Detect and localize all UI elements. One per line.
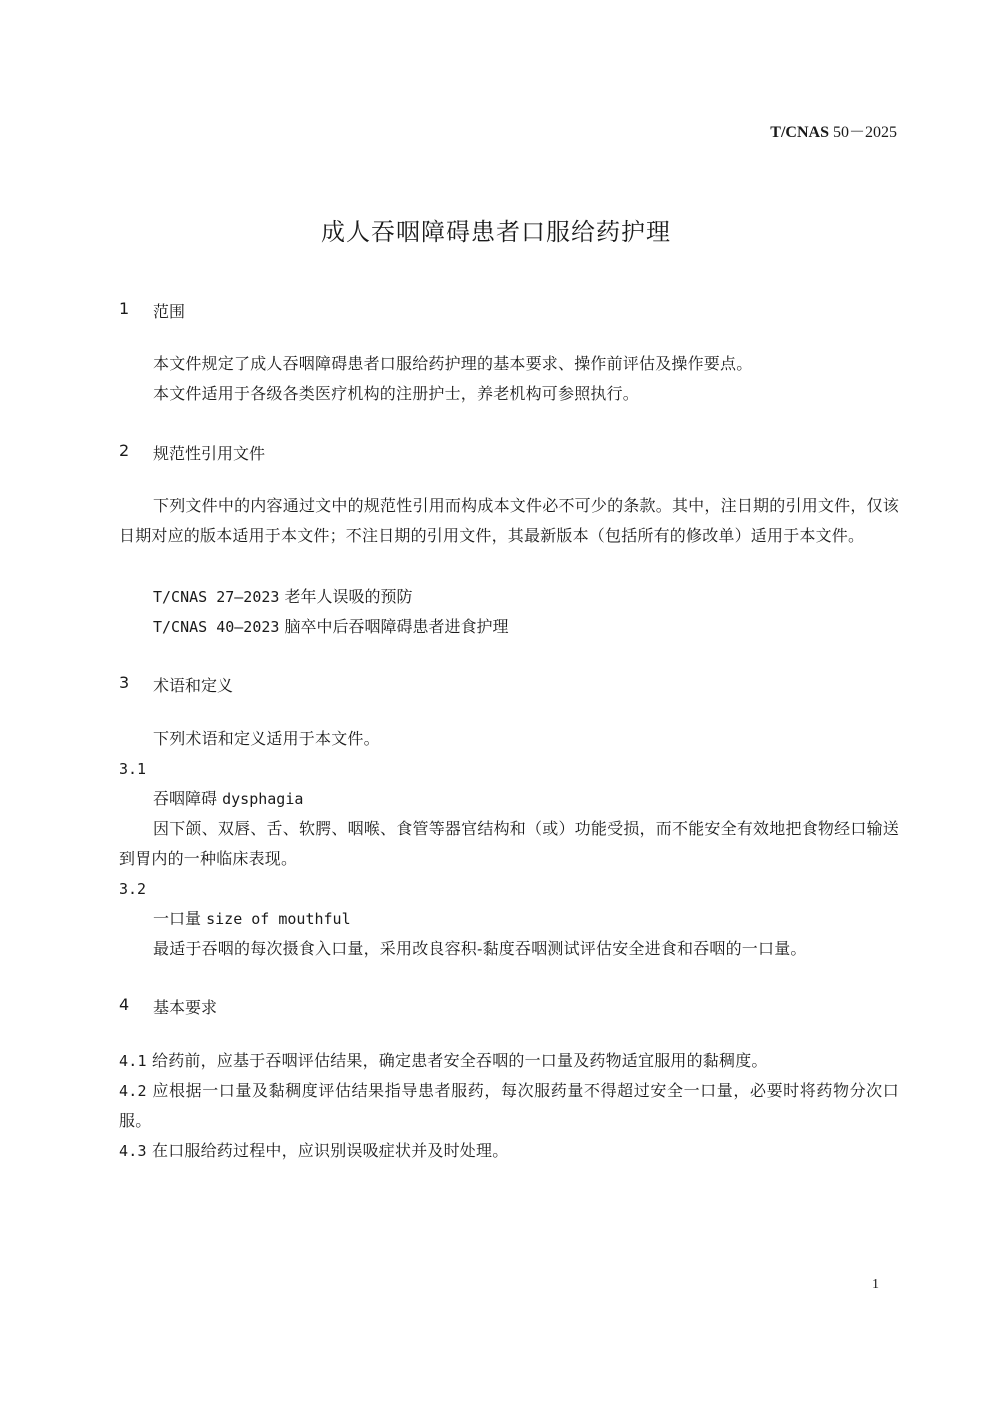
document-title: 成人吞咽障碍患者口服给药护理 [321,218,671,246]
item-text: 应根据一口量及黏稠度评估结果指导患者服药，每次服药量不得超过安全一口量，必要时将药物分次口服。 [119,1081,899,1130]
term-definition: 因下颌、双唇、舌、软腭、咽喉、食管等器官结构和（或）功能受损，而不能安全有效地把食物经口输送到胃内的一种临床表现。 [119,819,899,868]
normative-reference-1 [153,582,413,612]
term-heading [153,784,303,814]
term-zh: 吞咽障碍 [153,789,218,808]
term-zh: 一口量 [153,909,202,928]
section-label: 基本要求 [153,998,218,1017]
normative-reference-2 [153,612,509,642]
standard-year: 50－2025 [832,124,897,141]
term-heading [153,904,351,934]
item-number: 4.2 [119,1082,147,1100]
section-number: 4 [119,995,130,1014]
section-label: 规范性引用文件 [153,444,266,463]
term-en: dysphagia [222,790,304,808]
section-3-paragraph-1: 下列术语和定义适用于本文件。 [153,729,380,748]
standard-code: T/CNAS [770,124,829,141]
reference-name: 老年人误吸的预防 [284,587,413,606]
section-4-heading [119,995,519,1017]
section-label: 术语和定义 [153,676,234,695]
item-number: 4.1 [119,1052,147,1070]
term-number: 3.1 [119,760,147,778]
section-3-heading [119,673,519,695]
section-1-heading [119,299,519,321]
reference-name: 脑卒中后吞咽障碍患者进食护理 [284,617,509,636]
section-1-paragraph-1: 本文件规定了成人吞咽障碍患者口服给药护理的基本要求、操作前评估及操作要点。 [153,354,753,373]
section-2-heading [119,441,519,463]
section-label: 范围 [153,302,186,321]
requirement-item [119,1136,899,1166]
requirement-item [119,1046,899,1076]
item-text: 给药前，应基于吞咽评估结果，确定患者安全吞咽的一口量及药物适宜服用的黏稠度。 [152,1051,768,1070]
reference-code: T/CNAS 27—2023 [153,588,280,606]
standard-number [770,119,897,142]
requirement-item [119,1076,899,1136]
term-en: size of mouthful [206,910,351,928]
term-definition: 最适于吞咽的每次摄食入口量，采用改良容积-黏度吞咽测试评估安全进食和吞咽的一口量。 [153,939,807,958]
section-number: 3 [119,673,130,692]
section-number: 2 [119,441,130,460]
section-1-paragraph-2: 本文件适用于各级各类医疗机构的注册护士，养老机构可参照执行。 [153,384,640,403]
section-number: 1 [119,299,130,318]
reference-code: T/CNAS 40—2023 [153,618,280,636]
item-number: 4.3 [119,1142,147,1160]
section-2-paragraph-1: 下列文件中的内容通过文中的规范性引用而构成本文件必不可少的条款。其中，注日期的引用文件，仅该日期对应的版本适用于本文件；不注日期的引用文件，其最新版本（包括所有的修改单）适用于本文件。 [119,496,899,545]
page-number: 1 [872,1277,879,1292]
term-number: 3.2 [119,880,147,898]
item-text: 在口服给药过程中，应识别误吸症状并及时处理。 [152,1141,509,1160]
